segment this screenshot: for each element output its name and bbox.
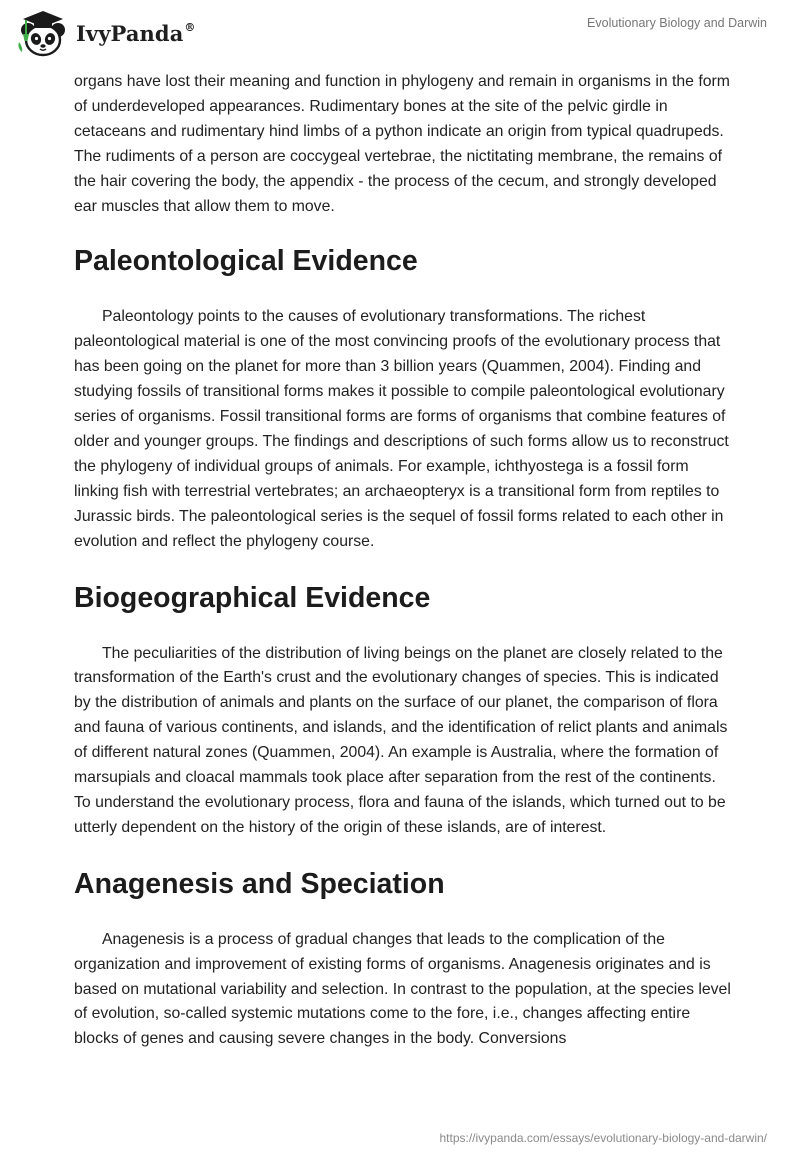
logo-wordmark: IvyPanda [76,20,184,46]
panda-graduate-icon [14,8,72,58]
section-heading-anagenesis: Anagenesis and Speciation [74,867,445,900]
ivypanda-logo[interactable] [14,8,196,58]
registered-mark: ® [184,20,196,34]
section-paragraph-paleontological: Paleontology points to the causes of evolutionary transformations. The richest paleontological material is one of the most convincing proofs of the evolutionary process that has been going on the planet for more than 3 billion years (Quammen, 2004). Finding and studying fossils of transitional forms makes it possible to compile paleontological evolutionary series of organisms. Fossil transitional forms are forms of organisms that combine features of older and younger groups. The findings and descriptions of such forms allow us to reconstruct the phylogeny of individual groups of animals. For example, ichthyostega is a fossil form linking fish with terrestrial vertebrates; an archaeopteryx is a transitional form from reptiles to Jurassic birds. The paleontological series is the sequel of fossil forms related to each other in evolution and reflect the phylogeny course. [74,308,729,550]
logo-text [76,21,196,46]
section-paragraph-anagenesis: Anagenesis is a process of gradual changes that leads to the complication of the organization and improvement of existing forms of organisms. Anagenesis originates and is based on mutational variability and selection. In contrast to the population, at the species level of evolution, so-called systemic mutations come to the fore, i.e., changes affecting entire blocks of genes and causing severe changes in the body. Conversions [74,930,731,1048]
footer-source-url[interactable]: https://ivypanda.com/essays/evolutionary-biology-and-darwin/ [439,1131,767,1145]
section-heading-biogeographical: Biogeographical Evidence [74,581,431,614]
page-header [0,0,800,62]
section-paragraph-biogeographical: The peculiarities of the distribution of living beings on the planet are closely related to the transformation of the Earth's crust and the evolutionary changes of species. This is indicated by the distribution of animals and plants on the surface of our planet, the comparison of flora and fauna of various continents, and islands, and the identification of relict plants and animals of different natural zones (Quammen, 2004). An example is Australia, where the formation of marsupials and cloacal mammals took place after separation from the rest of the continents. To understand the evolutionary process, flora and fauna of the islands, which turned out to be utterly dependent on the history of the origin of these islands, are of interest. [74,644,728,836]
section-heading-paleontological: Paleontological Evidence [74,245,418,278]
document-title: Evolutionary Biology and Darwin [587,16,767,30]
essay-content [74,70,734,1052]
intro-paragraph: organs have lost their meaning and function in phylogeny and remain in organisms in the form of underdeveloped appearances. Rudimentary bones at the site of the pelvic girdle in cetaceans and rudimentary hind limbs of a python indicate an origin from typical quadrupeds. The rudiments of a person are coccygeal vertebrae, the nictitating membrane, the remains of the hair covering the body, the appendix - the process of the cecum, and strongly developed ear muscles that allow them to move. [74,73,730,215]
